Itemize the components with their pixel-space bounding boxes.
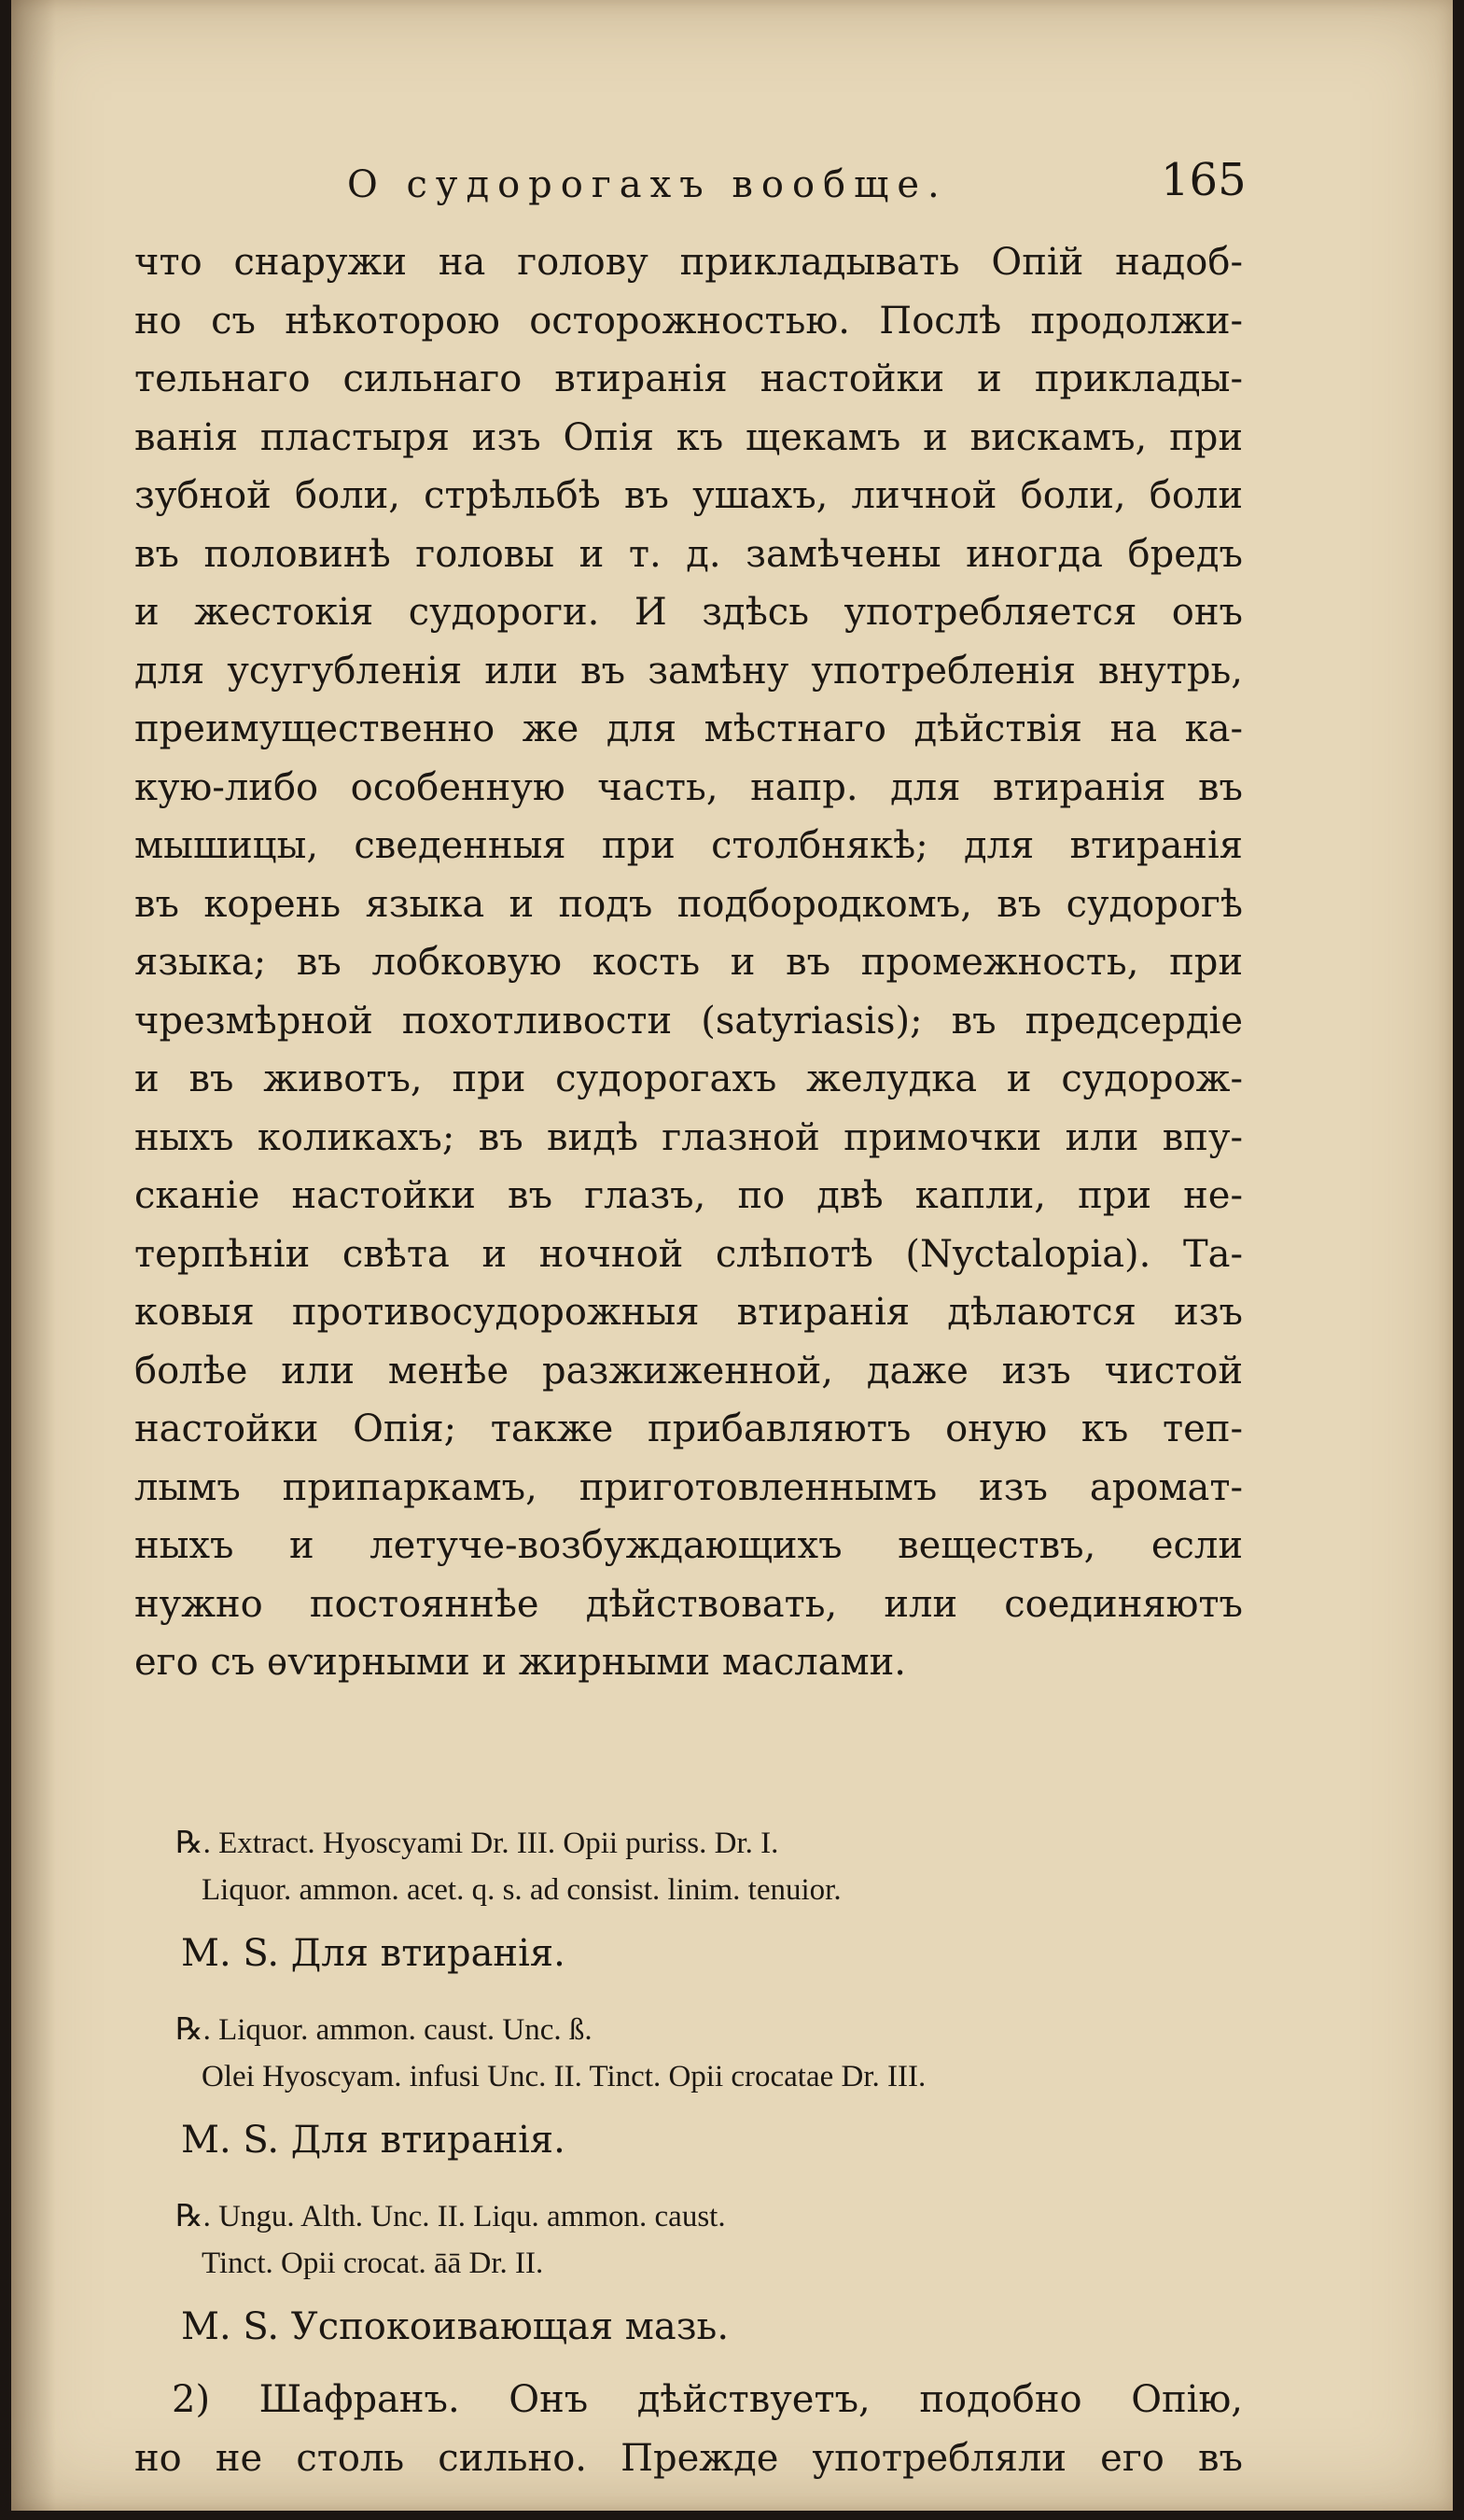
recipe-1 (134, 1820, 1243, 1913)
text-line: ныхъ и летуче-возбуждающихъ веществъ, если (134, 1524, 1243, 1567)
text-line: и въ животъ, при судорогахъ желудка и судорож- (134, 1057, 1243, 1100)
text-line: сканіе настойки въ глазъ, по двѣ капли, при не- (134, 1174, 1243, 1217)
text-line: зубной боли, стрѣльбѣ въ ушахъ, личной боли, боли (134, 474, 1243, 517)
text-line: чрезмѣрной похотливости (satyriasis); въ предсердіе (134, 999, 1243, 1043)
text-line: преимущественно же для мѣстнаго дѣйствія на ка- (134, 707, 1243, 750)
text-line: для усугубленія или въ замѣну употребленія внутрь, (134, 649, 1243, 693)
recipe-3 (134, 2193, 1243, 2287)
text-line: но съ нѣкоторою осторожностью. Послѣ продолжи- (134, 299, 1243, 343)
section-2-paragraph (134, 2371, 1243, 2487)
main-text (134, 233, 1243, 2480)
book-page (11, 0, 1453, 2511)
text-line: но не столь сильно. Прежде употребляли его въ (134, 2436, 1243, 2480)
recipe-signa: M. S. Для втиранія. (181, 1932, 565, 1975)
text-line: 2) Шафранъ. Онъ дѣйствуетъ, подобно Опію, (172, 2378, 1243, 2421)
text-line: въ корень языка и подъ подбородкомъ, въ судорогѣ (134, 882, 1243, 926)
recipe-line: ℞. Liquor. ammon. caust. Unc. ß. (175, 2013, 593, 2047)
text-line: нужно постояннѣе дѣйствовать, или соединяютъ (134, 1582, 1243, 1626)
recipe-line: Liquor. ammon. acet. q. s. ad consist. linim. tenuior. (202, 1873, 842, 1907)
page-gutter-shadow (11, 0, 56, 2511)
recipe-line: ℞. Extract. Hyoscyami Dr. III. Opii puriss. Dr. I. (175, 1827, 779, 1860)
text-line: тельнаго сильнаго втиранія настойки и приклады- (134, 357, 1243, 400)
text-line: мышицы, сведенныя при столбнякѣ; для втиранія (134, 824, 1243, 867)
recipe-line: Olei Hyoscyam. infusi Unc. II. Tinct. Opii crocatae Dr. III. (202, 2060, 927, 2093)
running-title: О судорогахъ вообще. (347, 163, 948, 206)
text-line: терпѣніи свѣта и ночной слѣпотѣ (Nyctalopia). Та- (134, 1232, 1243, 1276)
recipe-signa: M. S. Для втиранія. (181, 2119, 565, 2162)
text-line: и жестокія судороги. И здѣсь употребляется онъ (134, 591, 1243, 634)
text-line: настойки Опія; также прибавляютъ оную къ теп- (134, 1407, 1243, 1450)
text-line: ныхъ коликахъ; въ видѣ глазной примочки или впу- (134, 1115, 1243, 1159)
text-line: лымъ припаркамъ, приготовленнымъ изъ аромат- (134, 1465, 1243, 1509)
text-line: ковыя противосудорожныя втиранія дѣлаются изъ (134, 1291, 1243, 1334)
text-line: что снаружи на голову прикладывать Опій надоб- (134, 241, 1243, 284)
text-line: кую-либо особенную часть, напр. для втиранія въ (134, 765, 1243, 809)
recipe-line: ℞. Ungu. Alth. Unc. II. Liqu. ammon. caust. (175, 2200, 726, 2233)
recipe-signa: M. S. Успокоивающая мазь. (181, 2305, 730, 2348)
text-line: его съ ѳѵирными и жирными маслами. (134, 1641, 906, 1684)
recipe-line: Tinct. Opii crocat. āā Dr. II. (202, 2247, 544, 2280)
page-number: 165 (1161, 154, 1247, 206)
text-line: болѣе или менѣе разжиженной, даже изъ чистой (134, 1349, 1243, 1393)
text-line: въ половинѣ головы и т. д. замѣчены иногда бредъ (134, 532, 1243, 576)
text-line: языка; въ лобковую кость и въ промежность, при (134, 941, 1243, 984)
text-line: ванія пластыря изъ Опія къ щекамъ и вискамъ, при (134, 415, 1243, 459)
recipe-2 (134, 2007, 1243, 2100)
